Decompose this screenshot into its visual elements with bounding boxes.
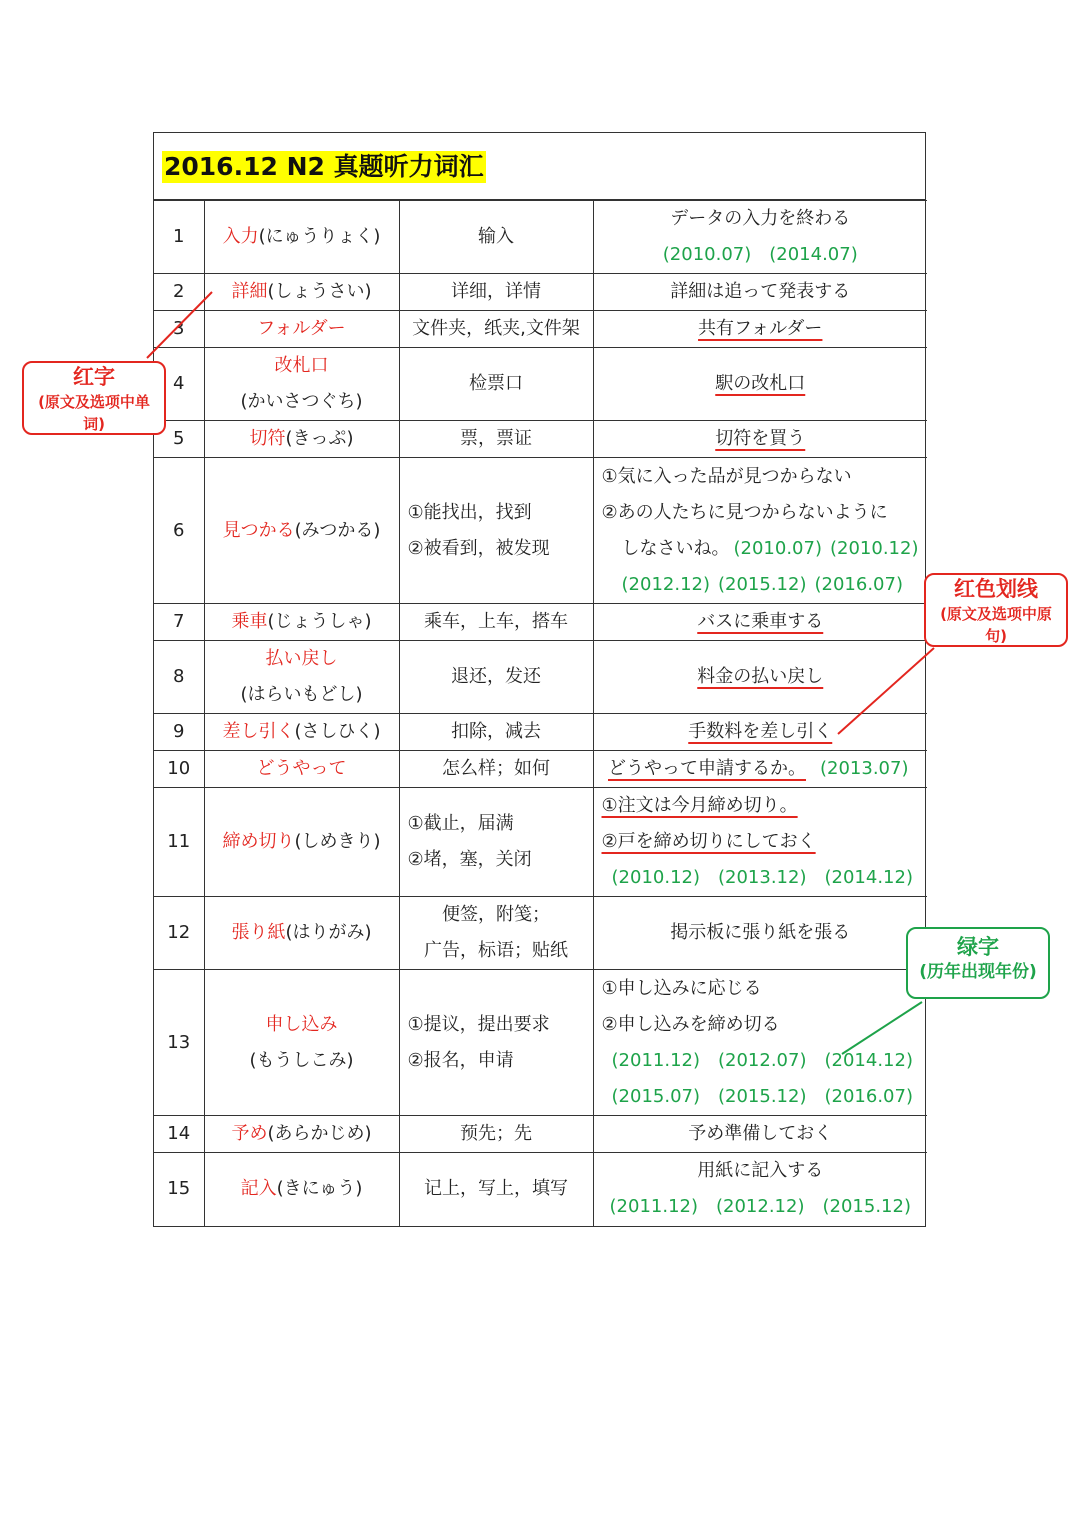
meaning-line: 广告，标语；贴纸 bbox=[424, 940, 568, 961]
row-number: 12 bbox=[154, 897, 204, 970]
callout-green-text-note: (历年出现年份) bbox=[919, 962, 1037, 982]
reading: (きにゅう) bbox=[276, 1178, 363, 1200]
year-tag: (2016.07) bbox=[824, 1085, 913, 1107]
word: 詳細 bbox=[231, 281, 268, 302]
word: どうやって bbox=[256, 758, 347, 779]
example-sentence: 予め準備しておく bbox=[688, 1123, 833, 1144]
year-tag: (2015.12) bbox=[718, 1085, 807, 1107]
meaning-line: 输入 bbox=[478, 226, 514, 247]
example-sentence: ②あの人たちに見つからないように bbox=[601, 501, 888, 523]
reading: (はらいもどし) bbox=[240, 684, 363, 705]
year-tag: (2010.07) bbox=[733, 537, 822, 559]
word: フォルダー bbox=[257, 318, 346, 339]
reading: (あらかじめ) bbox=[267, 1123, 372, 1144]
year-tag: (2014.12) bbox=[824, 867, 913, 888]
year-tag: (2011.12) bbox=[609, 1196, 698, 1218]
row-number: 13 bbox=[154, 970, 204, 1116]
year-tag: (2015.12) bbox=[718, 573, 807, 595]
year-tag: (2010.12) bbox=[829, 537, 919, 559]
year-tag: (2012.07) bbox=[718, 1049, 807, 1071]
meaning-line: 扣除，减去 bbox=[451, 721, 541, 742]
year-tag: (2011.12) bbox=[611, 1049, 700, 1071]
example-sentence: ①申し込みに応じる bbox=[601, 977, 762, 999]
word: 見つかる bbox=[222, 519, 295, 541]
year-tag: (2013.07) bbox=[820, 758, 909, 779]
reading: (さしひく) bbox=[294, 721, 381, 742]
pointer-red-line bbox=[838, 648, 934, 734]
meaning-line: 详细，详情 bbox=[451, 281, 541, 302]
example-sentence: データの入力を終わる bbox=[670, 208, 851, 229]
example-sentence: 共有フォルダー bbox=[698, 318, 823, 339]
row-number: 14 bbox=[154, 1116, 204, 1153]
callout-red-text-title: 红字 bbox=[73, 365, 115, 389]
meaning-line: 退还，发还 bbox=[451, 666, 541, 687]
meaning-line: ①提议，提出要求 bbox=[407, 1013, 550, 1035]
example-sentence: 掲示板に張り紙を張る bbox=[670, 922, 851, 943]
callout-red-line-note: (原文及选项中原句) bbox=[940, 605, 1052, 645]
example-sentence: 用紙に記入する bbox=[697, 1160, 824, 1182]
word: 差し引く bbox=[222, 721, 295, 742]
callout-green-text-title: 绿字 bbox=[957, 935, 999, 959]
row-number: 7 bbox=[154, 604, 204, 641]
reading: (じょうしゃ) bbox=[267, 611, 372, 632]
example-sentence: ①注文は今月締め切り。 bbox=[601, 795, 798, 816]
example-sentence: 手数料を差し引く bbox=[688, 721, 833, 742]
reading: (はりがみ) bbox=[285, 922, 372, 943]
word: 張り紙 bbox=[231, 922, 286, 943]
example-sentence: ②申し込みを締め切る bbox=[601, 1013, 780, 1035]
page-title: 2016.12 N2 真题听力词汇 bbox=[164, 152, 484, 181]
row-number: 10 bbox=[154, 751, 204, 788]
example-sentence: 駅の改札口 bbox=[715, 373, 806, 394]
year-tag: (2014.07) bbox=[769, 244, 858, 265]
reading: (かいさつぐち) bbox=[240, 391, 363, 412]
reading: (みつかる) bbox=[294, 519, 381, 541]
row-number: 1 bbox=[154, 201, 204, 274]
year-tag: (2015.07) bbox=[611, 1085, 700, 1107]
reading: (にゅうりょく) bbox=[258, 226, 381, 247]
meaning-line: ②被看到，被发现 bbox=[407, 537, 550, 559]
word: 乗車 bbox=[231, 611, 268, 632]
row-number: 5 bbox=[154, 421, 204, 458]
meaning-line: 票，票证 bbox=[460, 428, 532, 449]
word: 入力 bbox=[222, 226, 259, 247]
example-sentence: バスに乗車する bbox=[697, 611, 824, 632]
word: 締め切り bbox=[222, 831, 295, 852]
pointer-red-text bbox=[147, 292, 212, 358]
meaning-line: 便签，附笺； bbox=[442, 904, 550, 925]
callout-red-line-title: 红色划线 bbox=[954, 577, 1038, 601]
word: 改札口 bbox=[274, 355, 329, 376]
meaning-line: 怎么样；如何 bbox=[442, 758, 550, 779]
year-tag: (2012.12) bbox=[621, 573, 710, 595]
meaning-line: ②报名，申请 bbox=[407, 1049, 514, 1071]
meaning-line: 文件夹，纸夹,文件架 bbox=[412, 318, 580, 339]
word: 記入 bbox=[240, 1178, 277, 1200]
word: 予め bbox=[231, 1123, 268, 1144]
year-tag: (2016.07) bbox=[814, 573, 903, 595]
reading: (もうしこみ) bbox=[249, 1049, 354, 1071]
reading: (しょうさい) bbox=[267, 281, 372, 302]
pointer-green-text bbox=[842, 1002, 922, 1054]
year-tag: (2013.12) bbox=[718, 867, 807, 888]
reading: (きっぷ) bbox=[285, 428, 354, 449]
meaning-line: ①能找出，找到 bbox=[407, 501, 532, 523]
callout-red-text-note: (原文及选项中单词) bbox=[38, 393, 150, 433]
word: 申し込み bbox=[265, 1013, 338, 1035]
example-sentence: 詳細は追って発表する bbox=[670, 281, 851, 302]
meaning-line: 记上，写上，填写 bbox=[424, 1178, 568, 1200]
row-number: 3 bbox=[154, 311, 204, 348]
year-tag: (2012.12) bbox=[716, 1196, 805, 1218]
example-sentence: 切符を買う bbox=[715, 428, 806, 449]
row-number: 6 bbox=[154, 458, 204, 604]
row-number: 15 bbox=[154, 1153, 204, 1226]
meaning-line: 预先；先 bbox=[460, 1123, 532, 1144]
example-sentence: ②戸を締め切りにしておく bbox=[601, 831, 816, 852]
example-sentence: しなさいね。 bbox=[621, 537, 730, 559]
meaning-line: ①截止，届满 bbox=[407, 813, 514, 834]
row-number: 9 bbox=[154, 714, 204, 751]
year-tag: (2015.12) bbox=[822, 1196, 911, 1218]
word: 切符 bbox=[249, 428, 286, 449]
reading: (しめきり) bbox=[294, 831, 381, 852]
row-number: 8 bbox=[154, 641, 204, 714]
example-sentence: 料金の払い戻し bbox=[697, 666, 824, 687]
row-number: 2 bbox=[154, 274, 204, 311]
word: 払い戻し bbox=[265, 648, 338, 669]
year-tag: (2014.12) bbox=[824, 1049, 913, 1071]
row-number: 4 bbox=[154, 348, 204, 421]
meaning-line: ②堵，塞，关闭 bbox=[407, 849, 532, 870]
year-tag: (2010.12) bbox=[611, 867, 700, 888]
example-sentence: ①気に入った品が見つからない bbox=[601, 465, 852, 487]
example-sentence: どうやって申請するか。 bbox=[608, 758, 806, 779]
meaning-line: 检票口 bbox=[469, 373, 523, 394]
year-tag: (2010.07) bbox=[662, 244, 752, 265]
row-number: 11 bbox=[154, 788, 204, 897]
meaning-line: 乘车，上车，搭车 bbox=[424, 611, 568, 632]
